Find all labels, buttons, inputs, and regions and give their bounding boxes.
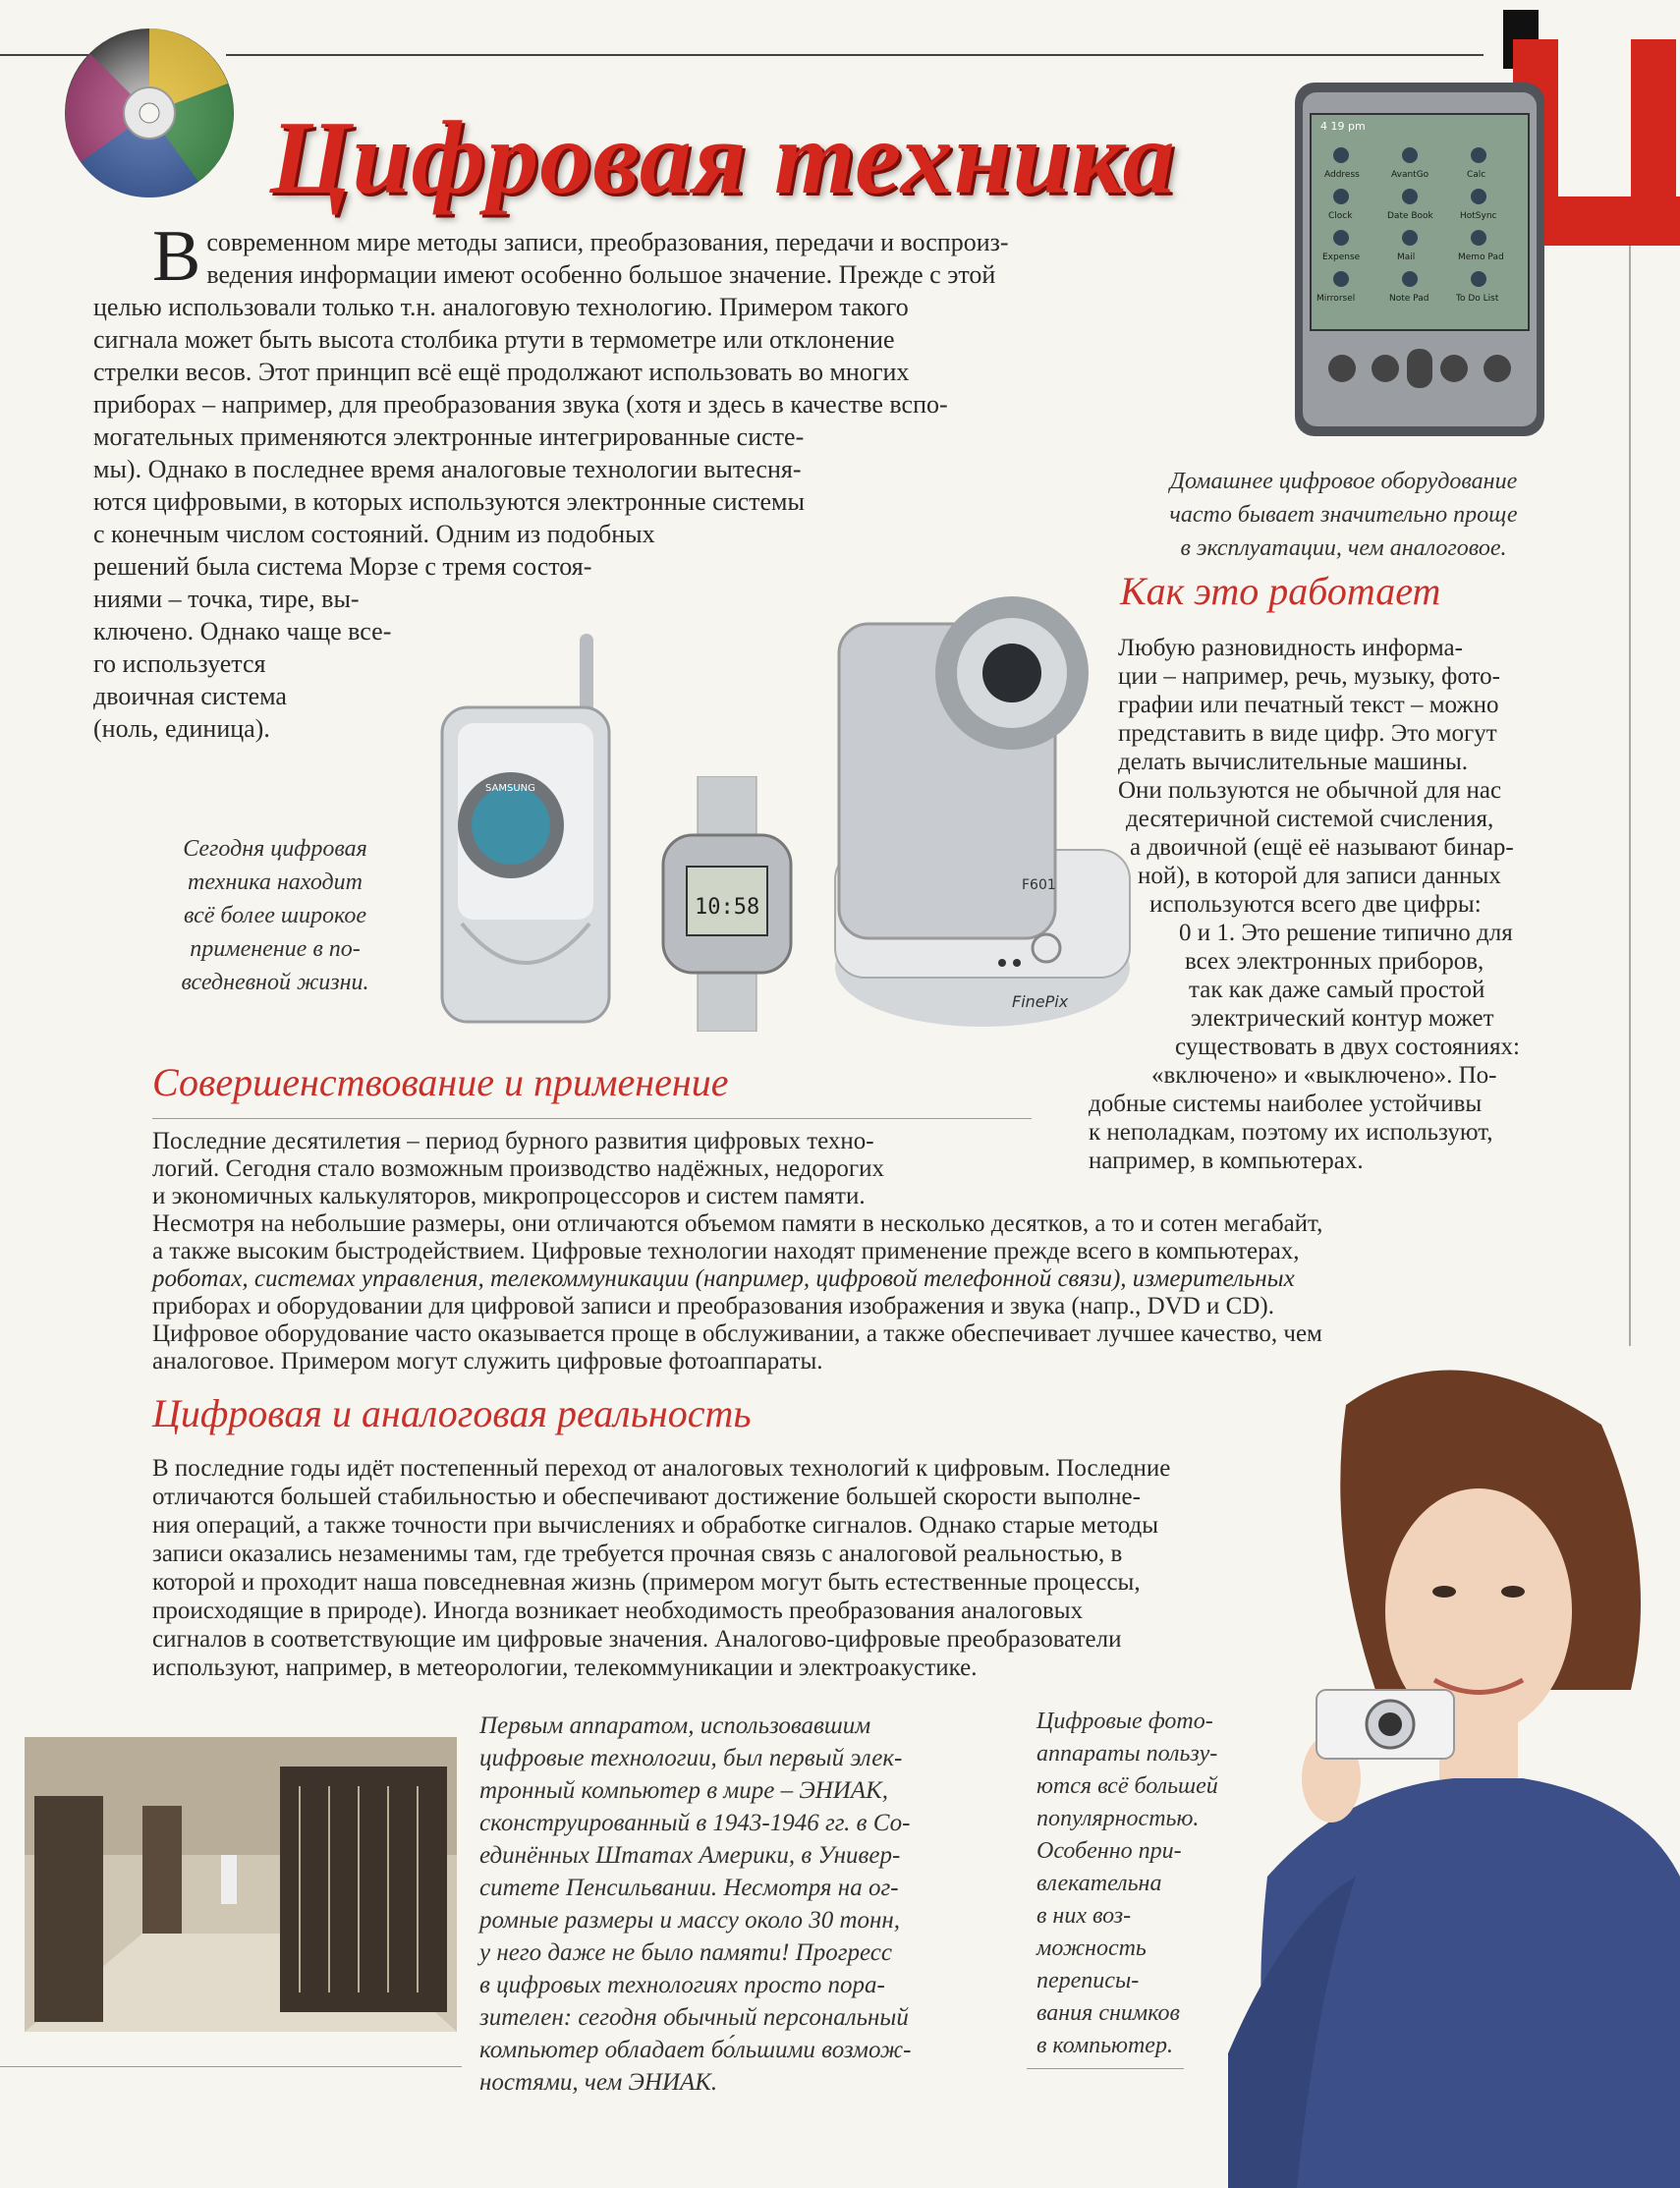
how-line: десятеричной системой счисления, bbox=[1126, 806, 1494, 832]
how-line: ции – например, речь, музыку, фото- bbox=[1118, 663, 1500, 690]
device-caption bbox=[1120, 465, 1567, 565]
camera-caption-rule bbox=[1027, 2068, 1184, 2069]
caption-line: можность bbox=[1036, 1936, 1147, 1961]
digital-line: записи оказались незаменимы там, где требуется прочная связь с аналоговой реальностью, в bbox=[152, 1541, 1123, 1567]
eniac-bottom-rule bbox=[0, 2066, 462, 2067]
enh-line: Последние десятилетия – период бурного развития цифровых техно- bbox=[152, 1128, 874, 1154]
intro-line: приборах – например, для преобразования звука (хотя и здесь в качестве вспо- bbox=[93, 390, 948, 419]
digital-line: используют, например, в метеорологии, телекоммуникации и электроакустике. bbox=[152, 1655, 978, 1681]
pda-app-label: To Do List bbox=[1456, 294, 1499, 304]
caption-line: в компьютер. bbox=[1036, 2033, 1173, 2058]
pda-app-label: Clock bbox=[1328, 211, 1353, 221]
enhancement-text bbox=[152, 1128, 1322, 1375]
how-line: Они пользуются не обычной для нас bbox=[1118, 777, 1502, 804]
how-line: ной), в которой для записи данных bbox=[1138, 863, 1501, 889]
how-line: добные системы наиболее устойчивы bbox=[1089, 1091, 1483, 1117]
camera-brand-label: FinePix bbox=[1012, 992, 1069, 1011]
caption-line: аппараты пользу- bbox=[1036, 1741, 1218, 1767]
caption-line: популярностью. bbox=[1036, 1806, 1200, 1831]
side-rule bbox=[1629, 216, 1631, 1346]
intro-line: стрелки весов. Этот принцип всё ещё продолжают использовать во многих bbox=[93, 358, 910, 386]
caption-line: в них воз- bbox=[1036, 1903, 1132, 1929]
eniac-caption bbox=[479, 1710, 911, 2099]
pda-app-label: Mail bbox=[1397, 252, 1416, 262]
intro-line: целью использовали только т.н. аналоговую технологию. Примером такого bbox=[93, 293, 909, 321]
pda-image bbox=[1287, 79, 1552, 452]
caption-line: единённых Штатах Америки, в Универ- bbox=[479, 1842, 901, 1869]
eniac-photo bbox=[25, 1737, 457, 2032]
enh-line: Несмотря на небольшие размеры, они отличаются объемом памяти в несколько десятков, а то и сотен мегабайт, bbox=[152, 1210, 1323, 1237]
how-line: всех электронных приборов, bbox=[1185, 948, 1484, 975]
how-line: существовать в двух состояниях: bbox=[1175, 1034, 1521, 1060]
digital-line: ния операций, а также точности при вычислениях и обработке сигналов. Однако старые методы bbox=[152, 1512, 1158, 1539]
how-it-works-text bbox=[1089, 634, 1521, 1175]
intro-line: ключено. Однако чаще все- bbox=[93, 617, 392, 645]
intro-line: мы). Однако в последнее время аналоговые технологии вытесня- bbox=[93, 455, 802, 483]
pda-app-label: AvantGo bbox=[1391, 170, 1429, 180]
caption-line: в эксплуатации, чем аналоговое. bbox=[1180, 535, 1507, 561]
cd-icon bbox=[61, 25, 238, 201]
caption-line: сконструированный в 1943-1946 гг. в Со- bbox=[479, 1810, 911, 1836]
camera-model-label: F601 bbox=[1022, 877, 1056, 893]
enh-line: роботах, системах управления, телекоммуникации (например, цифровой телефонной связи), измерительных bbox=[152, 1265, 1295, 1292]
caption-line: цифровые технологии, был первый элек- bbox=[479, 1745, 903, 1771]
how-line: делать вычислительные машины. bbox=[1118, 749, 1469, 775]
digital-line: происходящие в природе). Иногда возникает необходимость преобразования аналоговых bbox=[152, 1598, 1084, 1624]
how-line: электрический контур может bbox=[1191, 1005, 1494, 1032]
caption-line: тронный компьютер в мире – ЭНИАК, bbox=[479, 1777, 888, 1804]
watch-time: 10:58 bbox=[695, 895, 760, 920]
digital-analog-text bbox=[152, 1454, 1170, 1682]
pda-app-label: Note Pad bbox=[1389, 294, 1429, 304]
woman-with-camera-photo bbox=[1228, 1366, 1680, 2188]
intro-line: ниями – точка, тире, вы- bbox=[93, 585, 360, 613]
caption-line: переписы- bbox=[1036, 1968, 1140, 1993]
how-line: Любую разновидность информа- bbox=[1118, 635, 1463, 661]
wristwatch-image bbox=[653, 776, 801, 1032]
phone-brand-label: SAMSUNG bbox=[485, 783, 535, 794]
caption-line: вания снимков bbox=[1036, 2000, 1180, 2026]
caption-line: Цифровые фото- bbox=[1036, 1709, 1213, 1734]
enh-line: аналоговое. Примером могут служить цифровые фотоаппараты. bbox=[152, 1348, 823, 1375]
pda-app-label: Calc bbox=[1467, 170, 1486, 180]
digital-line: сигналов в соответствующие им цифровые значения. Аналогово-цифровые преобразователи bbox=[152, 1626, 1122, 1653]
enh-line: Цифровое оборудование часто оказывается проще в обслуживании, а также обеспечивает лучшее качество, чем bbox=[152, 1320, 1322, 1347]
enh-line: приборах и оборудовании для цифровой записи и преобразования изображения и звука (напр., DVD и CD). bbox=[152, 1293, 1274, 1319]
caption-line: Первым аппаратом, использовавшим bbox=[479, 1712, 871, 1739]
drop-cap: В bbox=[152, 216, 201, 297]
how-it-works-heading: Как это работает bbox=[1120, 569, 1441, 613]
caption-line: всё более широкое bbox=[183, 903, 366, 928]
intro-line: современном мире методы записи, преобразования, передачи и воспроиз- bbox=[206, 228, 1009, 256]
caption-line: Домашнее цифровое оборудование bbox=[1169, 469, 1518, 494]
pda-app-label: Memo Pad bbox=[1458, 252, 1504, 262]
camera-caption bbox=[1036, 1706, 1218, 2062]
pda-app-label: Date Book bbox=[1387, 211, 1433, 221]
pda-app-label: Expense bbox=[1322, 252, 1361, 262]
page-title: Цифровая техника bbox=[270, 100, 1176, 215]
enh-line: а также высоким быстродействием. Цифровые технологии находят применение прежде всего в компьютерах, bbox=[152, 1238, 1300, 1264]
how-line: используются всего две цифры: bbox=[1149, 891, 1482, 918]
enh-line: и экономичных калькуляторов, микропроцессоров и систем памяти. bbox=[152, 1183, 866, 1209]
intro-line: сигнала может быть высота столбика ртути в термометре или отклонение bbox=[93, 325, 895, 354]
how-line: а двоичной (ещё её называют бинар- bbox=[1130, 834, 1514, 861]
pda-time: 4 19 pm bbox=[1320, 120, 1366, 133]
how-line: к неполадкам, поэтому их используют, bbox=[1089, 1119, 1493, 1146]
how-line: например, в компьютерах. bbox=[1089, 1148, 1364, 1174]
caption-line: ностями, чем ЭНИАК. bbox=[479, 2069, 718, 2096]
caption-line: ромные размеры и массу около 30 тонн, bbox=[479, 1907, 901, 1934]
how-line: «включено» и «выключено». По- bbox=[1151, 1062, 1497, 1089]
caption-line: влекательна bbox=[1036, 1871, 1162, 1896]
how-line: 0 и 1. Это решение типично для bbox=[1179, 920, 1513, 946]
intro-line: ведения информации имеют особенно большое значение. Прежде с этой bbox=[206, 260, 996, 289]
enhancement-heading: Совершенствование и применение bbox=[152, 1060, 729, 1104]
caption-line: техника находит bbox=[188, 870, 363, 895]
caption-line: применение в по- bbox=[190, 936, 361, 962]
caption-line: Особенно при- bbox=[1036, 1838, 1182, 1864]
caption-line: часто бывает значительно проще bbox=[1169, 502, 1518, 528]
pda-app-label: Address bbox=[1324, 170, 1360, 180]
intro-line: с конечным числом состояний. Одним из подобных bbox=[93, 520, 655, 548]
how-line: представить в виде цифр. Это могут bbox=[1118, 720, 1497, 747]
caption-line: вседневной жизни. bbox=[181, 970, 369, 995]
digital-line: В последние годы идёт постепенный переход от аналоговых технологий к цифровым. Последние bbox=[152, 1455, 1171, 1482]
top-rule-right bbox=[226, 54, 1484, 56]
digital-analog-heading: Цифровая и аналоговая реальность bbox=[152, 1391, 752, 1435]
digital-line: которой и проходит наша повседневная жизнь (примером могут быть естественные процессы, bbox=[152, 1569, 1141, 1596]
intro-line: решений была система Морзе с тремя состоя- bbox=[93, 552, 592, 581]
intro-line: двоичная система bbox=[93, 682, 287, 710]
digital-line: отличаются большей стабильностью и обеспечивают достижение большей скорости выполне- bbox=[152, 1484, 1141, 1510]
daily-life-caption bbox=[157, 832, 393, 999]
digital-camera-image bbox=[825, 575, 1140, 1046]
mobile-phone-image bbox=[432, 629, 619, 1032]
caption-line: ются всё большей bbox=[1036, 1773, 1218, 1799]
caption-line: зителен: сегодня обычный персональный bbox=[479, 2004, 909, 2031]
caption-line: компьютер обладает бо́льшими возмож- bbox=[479, 2037, 912, 2063]
how-line: графии или печатный текст – можно bbox=[1118, 692, 1499, 718]
pda-app-label: Mirrorsel bbox=[1316, 294, 1356, 304]
intro-line: (ноль, единица). bbox=[93, 714, 270, 743]
enhancement-rule bbox=[152, 1118, 1032, 1119]
caption-line: у него даже не было памяти! Прогресс bbox=[479, 1939, 892, 1966]
caption-line: Сегодня цифровая bbox=[183, 836, 367, 862]
intro-line: ются цифровыми, в которых используются электронные системы bbox=[93, 487, 805, 516]
how-line: так как даже самый простой bbox=[1189, 977, 1485, 1003]
intro-line: могательных применяются электронные интегрированные систе- bbox=[93, 422, 805, 451]
intro-line: го используется bbox=[93, 649, 266, 678]
pda-app-label: HotSync bbox=[1460, 211, 1497, 221]
caption-line: ситете Пенсильвании. Несмотря на ог- bbox=[479, 1875, 899, 1901]
enh-line: логий. Сегодня стало возможным производство надёжных, недорогих bbox=[152, 1155, 884, 1182]
caption-line: в цифровых технологиях просто пора- bbox=[479, 1972, 885, 1998]
